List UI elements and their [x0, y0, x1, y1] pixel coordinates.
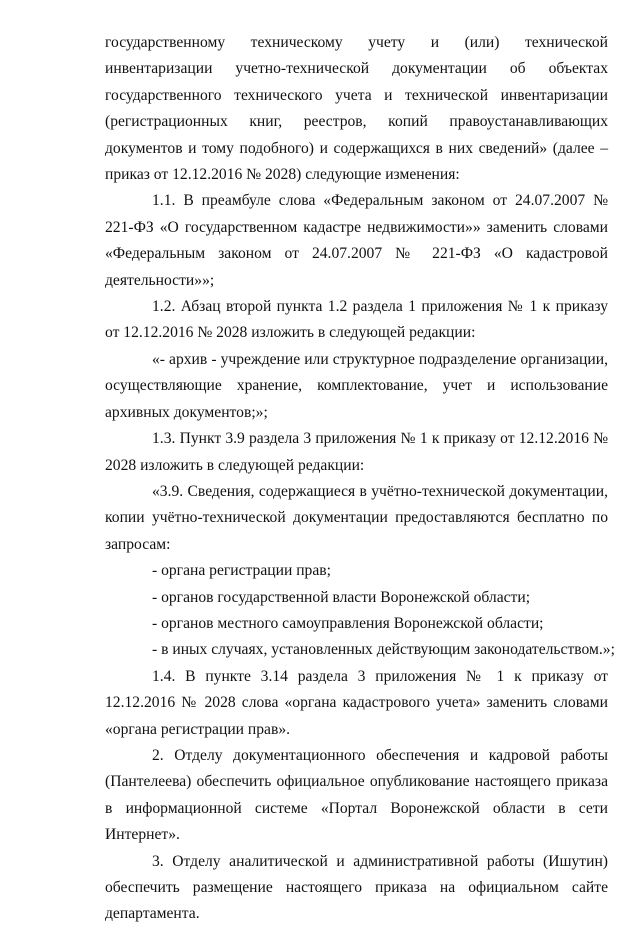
item-1-2-quote-paragraph: «- архив - учреждение или структурное подразделение организации, осуществляющие хранение, комплектование, учет и использование архивных документов;»;: [105, 350, 608, 421]
list-item: - органов государственной власти Воронежской области;: [152, 588, 531, 606]
item-2-paragraph: 2. Отделу документационного обеспечения и кадровой работы (Пантелеева) обеспечить официальное опубликование настоящего приказа в информационной системе «Портал Воронежской области в сети Интернет».: [105, 746, 608, 844]
list-item: - органов местного самоуправления Воронежской области;: [152, 614, 544, 632]
list-item: - органа регистрации прав;: [152, 562, 331, 580]
list-item: - в иных случаях, установленных действующим законодательством.»;: [152, 641, 615, 659]
item-1-3-quote-paragraph: «3.9. Сведения, содержащиеся в учётно-технической документации, копии учётно-технической документации предоставляются бесплатно по запросам:: [105, 482, 608, 553]
item-1-4-paragraph: 1.4. В пункте 3.14 раздела 3 приложения № 1 к приказу от 12.12.2016 № 2028 слова «органа кадастрового учета» заменить словами «органа регистрации прав».: [105, 667, 608, 738]
item-3-paragraph: 3. Отделу аналитической и административной работы (Ишутин) обеспечить размещение настоящего приказа на официальном сайте департамента.: [105, 852, 608, 923]
item-1-2-paragraph: 1.2. Абзац второй пункта 1.2 раздела 1 приложения № 1 к приказу от 12.12.2016 № 2028 изложить в следующей редакции:: [105, 298, 608, 342]
item-1-1-paragraph: 1.1. В преамбуле слова «Федеральным законом от 24.07.2007 № 221-ФЗ «О государственном кадастре недвижимости»» заменить словами «Федеральным законом от 24.07.2007 № 221-ФЗ «О кадастровой деятельности»»;: [105, 192, 608, 289]
document-page: [105, 30, 615, 928]
item-1-3-paragraph: 1.3. Пункт 3.9 раздела 3 приложения № 1 к приказу от 12.12.2016 № 2028 изложить в следующей редакции:: [105, 430, 608, 474]
intro-paragraph: государственному техническому учету и (или) технической инвентаризации учетно-технической документации об объектах государственного технического учета и технической инвентаризации (регистрационных книг, реестров, копий правоустанавливающих документов и тому подобного) и содержащихся в них сведений» (далее – приказ от 12.12.2016 № 2028) следующие изменения:: [105, 34, 608, 184]
